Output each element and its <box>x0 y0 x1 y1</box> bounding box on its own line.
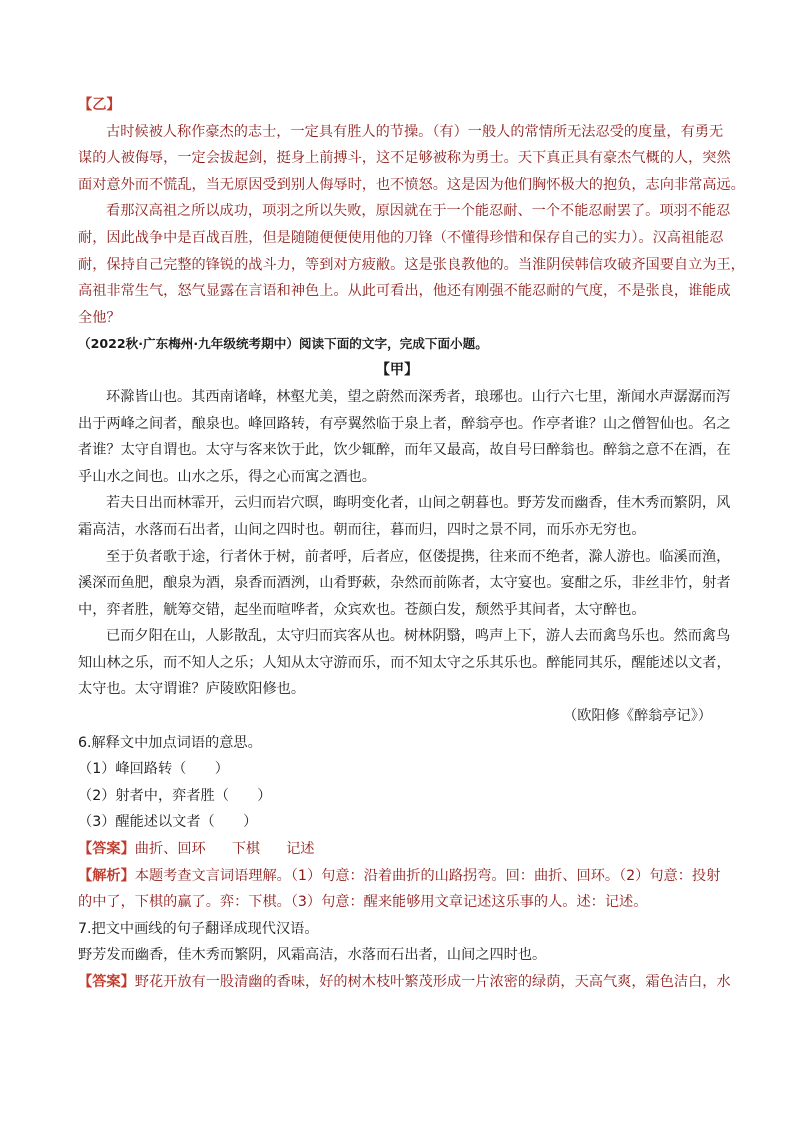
document-content <box>78 92 745 996</box>
yi-line: 高祖非常生气，怒气显露在言语和神色上。从此可看出，他还有刚强不能忍耐的气度，不是张良，谁能成 <box>78 283 731 300</box>
question-7-prompt: 7.把文中画线的句子翻译成现代汉语。 <box>78 920 319 937</box>
answer-value: 记述 <box>286 841 315 858</box>
answer-value: 曲折、回环 <box>134 841 206 858</box>
question-6-item: （3）醒能述以文者（ ） <box>78 814 258 831</box>
question-source: （2022秋·广东梅州·九年级统考期中）阅读下面的文字，完成下面小题。 <box>78 336 488 352</box>
yi-line: 面对意外而不慌乱，当无原因受到别人侮辱时，也不愤怒。这是因为他们胸怀极大的抱负，志向非常高远。 <box>78 176 745 193</box>
yi-line: 谋的人被侮辱，一定会拔起剑，挺身上前搏斗，这不足够被称为勇士。天下真正具有豪杰气概的人，突然 <box>78 150 731 167</box>
jia-line: 若夫日出而林霏开，云归而岩穴暝，晦明变化者，山间之朝暮也。野芳发而幽香，佳木秀而繁阴，风 <box>106 495 731 512</box>
section-label-jia: 【甲】 <box>375 362 419 379</box>
yi-line: 耐，因此战争中是百战百胜，但是随随便便使用他的刀锋（不懂得珍惜和保存自己的实力）。汉高祖能忍 <box>78 229 724 246</box>
jia-line: 出于两峰之间者，酿泉也。峰回路转，有亭翼然临于泉上者，醉翁亭也。作亭者谁？山之僧智仙也。名之 <box>78 415 731 432</box>
jia-line: 环滁皆山也。其西南诸峰，林壑尤美，望之蔚然而深秀者，琅琊也。山行六七里，渐闻水声潺潺而泻 <box>106 388 731 405</box>
question-7-sentence: 野芳发而幽香，佳木秀而繁阴，风霜高洁，水落而石出者，山间之四时也。 <box>78 947 547 964</box>
answer-text: 野花开放有一股清幽的香味，好的树木枝叶繁茂形成一片浓密的绿荫，天高气爽，霜色洁白，水 <box>134 974 731 990</box>
question-6-analysis <box>78 863 721 890</box>
question-6-answer <box>78 836 716 863</box>
jia-line: 知山林之乐，而不知人之乐；人知从太守游而乐，而不知太守之乐其乐也。醉能同其乐，醒能述以文者， <box>78 654 731 671</box>
section-label-yi: 【乙】 <box>78 97 121 113</box>
yi-line: 耐，保持自己完整的锋锐的战斗力，等到对方疲敝。这是张良教他的。当淮阴侯韩信攻破齐国要自立为王， <box>78 256 745 273</box>
jia-line: 已而夕阳在山，人影散乱，太守归而宾客从也。树林阴翳，鸣声上下，游人去而禽鸟乐也。然而禽鸟 <box>106 628 731 645</box>
question-6-prompt: 6.解释文中加点词语的意思。 <box>78 734 262 751</box>
question-6-analysis-cont: 的中了，下棋的赢了。弈：下棋。（3）句意：醒来能够用文章记述这乐事的人。述：记述。 <box>78 894 648 911</box>
attribution: （欧阳修《醉翁亭记》） <box>563 708 712 725</box>
jia-line: 霜高洁，水落而石出者，山间之四时也。朝而往，暮而归，四时之景不同，而乐亦无穷也。 <box>78 521 646 538</box>
yi-line: 古时候被人称作豪杰的志士，一定具有胜人的节操。（有）一般人的常情所无法忍受的度量，有勇无 <box>106 123 724 140</box>
jia-line: 中，弈者胜，觥筹交错，起坐而喧哗者，众宾欢也。苍颜白发，颓然乎其间者，太守醉也。 <box>78 601 646 618</box>
question-6-item: （2）射者中，弈者胜（ ） <box>78 787 272 804</box>
jia-line: 溪深而鱼肥，酿泉为酒，泉香而酒洌，山肴野蔌，杂然而前陈者，太守宴也。宴酣之乐，非丝非竹，射者 <box>78 575 731 592</box>
question-6-item: （1）峰回路转（ ） <box>78 761 229 778</box>
answer-label: 【答案】 <box>78 841 135 858</box>
jia-line: 乎山水之间也。山水之乐，得之心而寓之酒也。 <box>78 468 376 485</box>
jia-line: 者谁？太守自谓也。太守与客来饮于此，饮少辄醉，而年又最高，故自号曰醉翁也。醉翁之意不在酒，在 <box>78 442 731 459</box>
answer-label: 【答案】 <box>78 974 135 990</box>
yi-line: 全他？ <box>78 309 121 326</box>
yi-line: 看那汉高祖之所以成功，项羽之所以失败，原因就在于一个能忍耐、一个不能忍耐罢了。项羽不能忍 <box>106 203 731 220</box>
question-7-answer <box>78 969 731 996</box>
analysis-label: 【解析】 <box>78 867 135 884</box>
analysis-text: 本题考查文言词语理解。（1）句意：沿着曲折的山路拐弯。回：曲折、回环。（2）句意：投射 <box>134 867 721 884</box>
jia-line: 太守也。太守谓谁？庐陵欧阳修也。 <box>78 681 306 698</box>
answer-value: 下棋 <box>231 841 261 858</box>
jia-line: 至于负者歌于途，行者休于树，前者呼，后者应，伛偻提携，往来而不绝者，滁人游也。临溪而渔， <box>106 548 731 565</box>
